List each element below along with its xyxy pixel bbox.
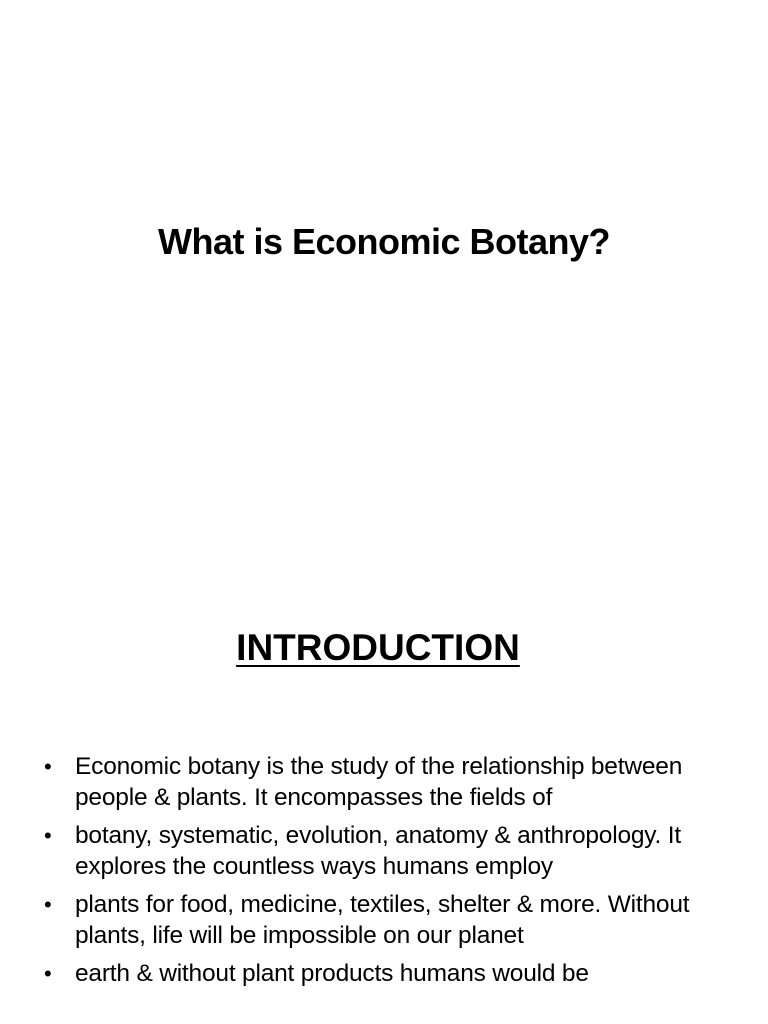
bullet-list bbox=[40, 751, 740, 996]
list-item bbox=[40, 958, 740, 989]
bullet-icon: • bbox=[44, 961, 52, 986]
bullet-icon: • bbox=[44, 892, 52, 917]
bullet-text: earth & without plant products humans would be bbox=[75, 960, 589, 987]
bullet-icon: • bbox=[44, 823, 52, 848]
bullet-text: plants for food, medicine, textiles, shelter & more. Without plants, life will be impossible on our planet bbox=[75, 891, 690, 949]
bullet-text: botany, systematic, evolution, anatomy & anthropology. It explores the countless ways humans employ bbox=[75, 822, 681, 880]
slide-title: What is Economic Botany? bbox=[157, 221, 611, 262]
list-item bbox=[40, 889, 740, 951]
intro-heading: INTRODUCTION bbox=[236, 627, 520, 668]
list-item bbox=[40, 820, 740, 882]
bullet-icon: • bbox=[44, 754, 52, 779]
list-item bbox=[40, 751, 740, 813]
bullet-text: Economic botany is the study of the relationship between people & plants. It encompasses the fields of bbox=[75, 753, 683, 811]
